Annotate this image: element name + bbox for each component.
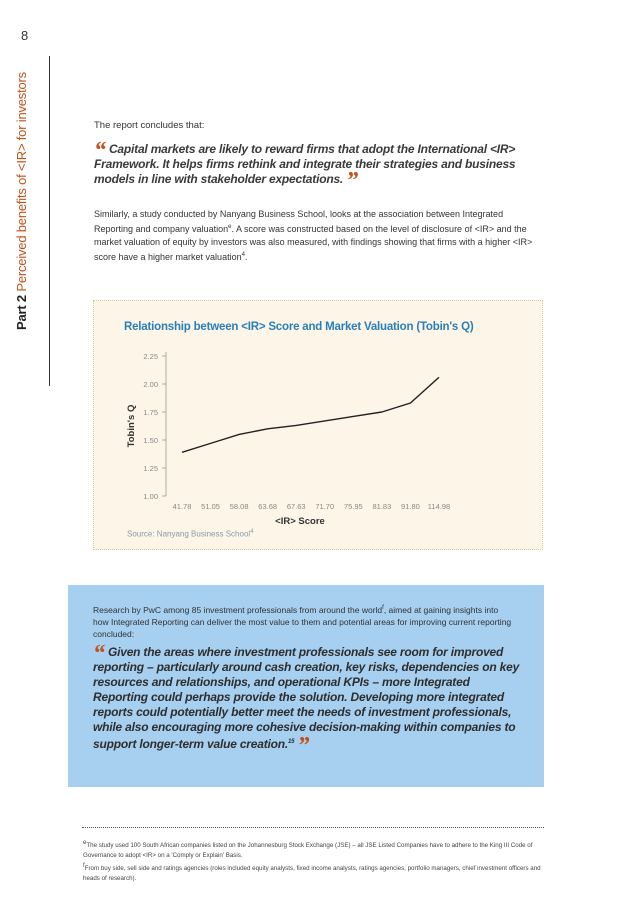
- y-tick-label: 1.00: [143, 492, 158, 501]
- section-label: [14, 72, 42, 330]
- x-tick-label: 63.68: [258, 502, 278, 511]
- page-number: 8: [21, 28, 29, 43]
- x-tick-label: 81.83: [372, 502, 392, 511]
- line-chart: [94, 301, 544, 551]
- y-tick-label: 2.25: [143, 352, 158, 361]
- body-paragraph: Similarly, a study conducted by Nanyang Business School, looks at the association between Integrated Reporting and company valuation$^e$. A score was constructed based on the level of disclosure of <IR> and the market valuation of equity by investors was also measured, with findings showing that firms with a higher <IR> score have a higher market valuation$^4$.: [94, 209, 533, 262]
- side-divider: [49, 56, 50, 386]
- x-tick-label: 71.70: [315, 502, 335, 511]
- open-quote-icon: “: [94, 138, 106, 164]
- research-intro: Research by PwC among 85 investment professionals from around the world$^f$, aimed at gaining insights into how Integrated Reporting can deliver the most value to them and potential areas for improving current reporting concluded:: [93, 604, 512, 639]
- y-tick-label: 1.50: [143, 436, 158, 445]
- pull-quote-1-text: Capital markets are likely to reward firms that adopt the International <IR> Framework. It helps firms rethink and integrate their strategies and business models in line with stakeholder expectations.: [94, 142, 516, 186]
- pull-quote-1: [94, 138, 554, 194]
- section-title: Perceived benefits of <IR> for investors: [14, 72, 29, 292]
- open-quote-icon: “: [93, 641, 105, 667]
- chart-title: Relationship between <IR> Score and Market Valuation (Tobin's Q): [124, 321, 474, 333]
- footnote-f: $^f$From buy side, sell side and ratings agencies (roles included equity analysts, fixed income analysts, ratings agencies, portfolio managers, chief investment officers and heads of research).: [83, 863, 541, 883]
- footnotes: [83, 838, 543, 884]
- citation-ref-15: 15: [288, 739, 295, 745]
- x-tick-label: 41.78: [172, 502, 192, 511]
- pull-quote-2-text: Given the areas where investment professionals see room for improved reporting – particularly around cash creation, key risks, dependencies on key resources and relationships, and operational KPIs – more Integrated Reporting could perhaps provide the solution. Developing more integrated reports could potentially better meet the needs of investment professionals, while also encouraging more cohesive decision-making within companies to support longer-term value creation.: [93, 645, 520, 751]
- y-tick-label: 1.75: [143, 408, 158, 417]
- footnote-e: $^e$The study used 100 South African companies listed on the Johannesburg Stock Exchange (JSE) – all JSE Listed Companies have to adhere to the King III Code of Governance to adopt <IR> on a 'Comply or Explain' Basis.: [83, 840, 533, 860]
- section-part: Part 2: [14, 295, 29, 330]
- intro-text: The report concludes that:: [94, 120, 205, 131]
- footnote-ref-e: e: [228, 224, 232, 230]
- research-callout: [68, 585, 544, 787]
- x-tick-label: 114.98: [427, 502, 451, 511]
- y-tick-label: 2.00: [143, 380, 158, 389]
- citation-ref-4: 4: [241, 252, 245, 258]
- x-axis-label: <IR> Score: [275, 516, 325, 527]
- y-tick-label: 1.25: [143, 464, 158, 473]
- x-tick-label: 58.08: [229, 502, 249, 511]
- x-tick-label: 67.63: [286, 502, 306, 511]
- x-tick-label: 51.05: [201, 502, 220, 511]
- close-quote-icon: ”: [297, 733, 310, 759]
- chart-source: Source: Nanyang Business School$^4$: [127, 529, 254, 539]
- x-tick-label: 75.95: [343, 502, 363, 511]
- close-quote-icon: ”: [346, 168, 359, 194]
- chart-panel: [93, 300, 543, 550]
- footnote-ref-f: f: [382, 605, 384, 611]
- y-axis-label: Tobin's Q: [126, 404, 137, 448]
- pull-quote-2: [93, 641, 523, 759]
- x-tick-label: 91.80: [401, 502, 420, 511]
- series-line: [182, 377, 439, 452]
- footnote-divider: [82, 827, 544, 828]
